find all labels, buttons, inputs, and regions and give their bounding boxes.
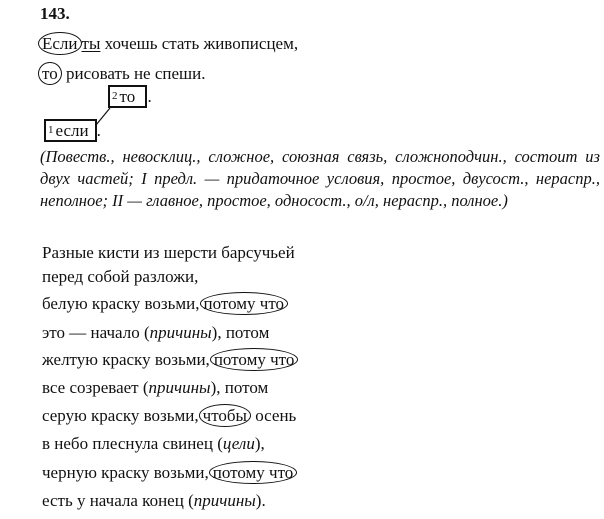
conjunction-oval: потому что <box>210 348 299 371</box>
conjunction-oval: потому что <box>209 461 298 484</box>
poem-line-8: в небо плеснула свинец (цели), <box>42 434 265 453</box>
conjunction-oval: чтобы <box>199 404 251 427</box>
subject-underlined: ты <box>81 34 101 53</box>
poem-line-9: черную краску возьми, потому что <box>42 463 297 483</box>
scheme-sub-clause: $^1$ если . <box>44 121 101 141</box>
poem-line-6: все созревает (причины), потом <box>42 378 269 397</box>
scheme-main-clause: $^2$ то . <box>108 87 152 107</box>
conjunction-oval: потому что <box>200 292 289 315</box>
sentence-text: хочешь стать живописцем, <box>104 34 299 53</box>
conjunction-oval: Если <box>38 32 82 55</box>
poem-line-10: есть у начала конец (причины). <box>42 491 266 510</box>
poem-line-5: желтую краску возьми, потому что <box>42 350 298 370</box>
main-clause-box: $^2$ то <box>108 85 147 108</box>
poem-line-4: это — начало (причины), потом <box>42 323 270 342</box>
poem-line-3: белую краску возьми, потому что <box>42 294 288 314</box>
sub-clause-box: $^1$ если <box>44 119 97 142</box>
syntactic-analysis: (Повеств., невосклиц., сложное, союзная связь, сложноподчин., состоит из двух частей; I предл. — придаточное условия, простое, двусост., нераспр., неполное; II — главное, простое, односост., о/л, нераспр., полное.) <box>40 147 600 210</box>
conjunction-oval: то <box>38 62 62 85</box>
sentence-text: рисовать не спеши. <box>65 64 206 83</box>
poem-line-1: Разные кисти из шерсти барсучьей <box>42 243 295 262</box>
poem-line-2: перед собой разложи, <box>42 267 199 286</box>
exercise-number: 143. <box>40 4 70 23</box>
poem-line-7: серую краску возьми, чтобы осень <box>42 406 297 425</box>
